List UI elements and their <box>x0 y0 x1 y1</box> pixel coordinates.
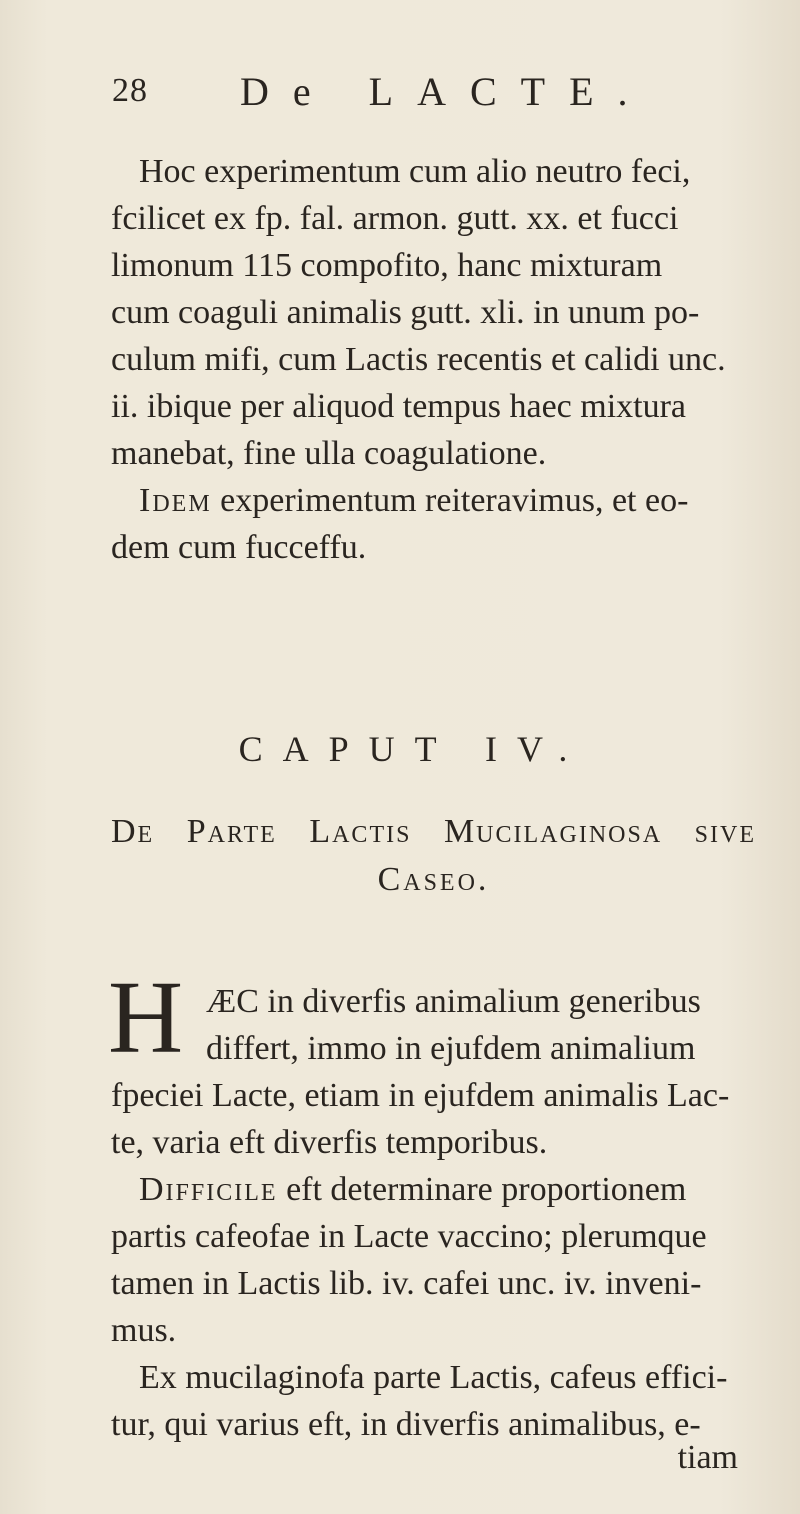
text-line: ÆC in diverfis animalium generibus <box>206 983 701 1020</box>
text-line: dem cum fucceffu. <box>111 529 367 566</box>
text-line: cum coaguli animalis gutt. xli. in unum po- <box>111 294 700 331</box>
paragraph-experiment <box>111 148 751 571</box>
text-line: limonum 115 compofito, hanc mixturam <box>111 247 663 284</box>
text-line: differt, immo in ejufdem animalium <box>206 1030 696 1067</box>
text-line: Hoc experimentum cum alio neutro feci, <box>139 153 691 190</box>
lead-word: Idem <box>139 482 212 519</box>
text-line: fcilicet ex fp. fal. armon. gutt. xx. et fucci <box>111 200 679 237</box>
text-line: tur, qui varius eft, in diverfis animalibus, e- <box>111 1406 701 1443</box>
text-line: tamen in Lactis lib. iv. cafei unc. iv. inveni- <box>111 1265 702 1302</box>
paragraph-body <box>111 978 761 1448</box>
running-title: De LACTE. <box>240 69 652 114</box>
chapter-heading: CAPUT IV. <box>238 729 588 769</box>
section-title-line: De Parte Lactis Mucilaginosa sive <box>111 813 756 850</box>
text-fragment: eft determinare proportionem <box>277 1171 687 1208</box>
drop-cap: H <box>108 960 184 1075</box>
page-header <box>0 69 800 122</box>
text-line: mus. <box>111 1312 177 1349</box>
section-title-line: Caseo. <box>377 861 490 898</box>
text-line <box>111 477 751 524</box>
text-line: te, varia eft diverfis temporibus. <box>111 1124 548 1161</box>
text-line: fpeciei Lacte, etiam in ejufdem animalis Lac- <box>111 1077 730 1114</box>
catchword: tiam <box>677 1439 738 1476</box>
text-line <box>111 1166 761 1213</box>
text-line: Ex mucilaginofa parte Lactis, cafeus effici- <box>139 1359 728 1396</box>
lead-word: Difficile <box>139 1171 278 1208</box>
text-line: ii. ibique per aliquod tempus haec mixtura <box>111 388 687 425</box>
text-line: culum mifi, cum Lactis recentis et calidi unc. <box>111 341 726 378</box>
text-line: partis cafeofae in Lacte vaccino; plerumque <box>111 1218 707 1255</box>
section-title <box>111 808 756 904</box>
page-number: 28 <box>112 72 148 109</box>
text-line: manebat, fine ulla coagulatione. <box>111 435 547 472</box>
text-fragment: experimentum reiteravimus, et eo- <box>211 482 689 519</box>
